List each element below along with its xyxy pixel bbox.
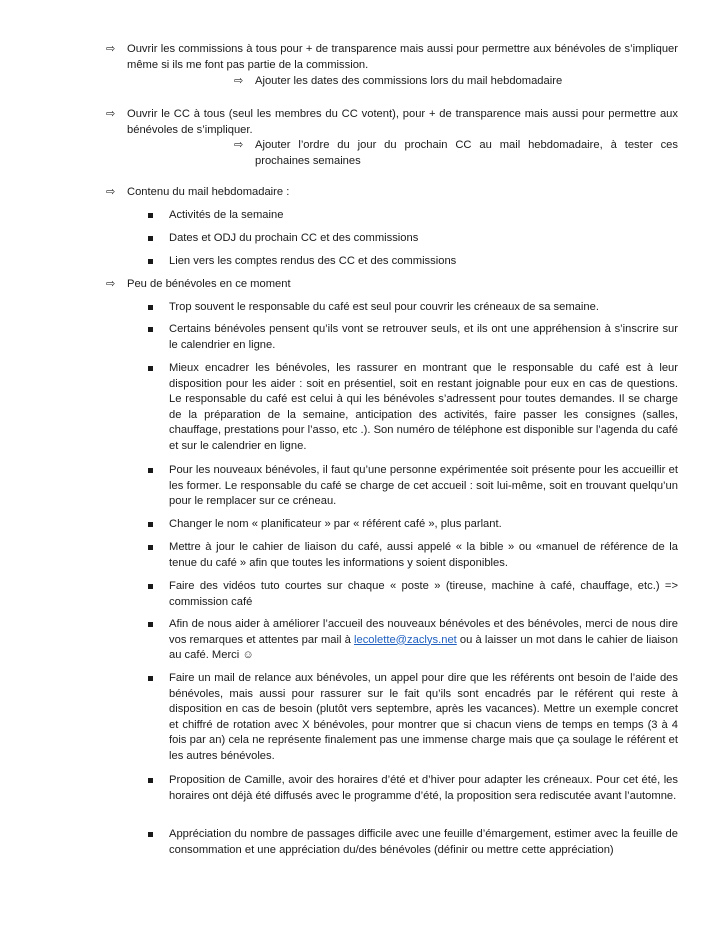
arrow-item-cc (106, 107, 678, 138)
bullet-item (148, 517, 678, 533)
item-text: Pour les nouveaux bénévoles, il faut qu’une personne expérimentée soit présente pour les accueillir et les former. Le responsable du café se charge de cet accueil : soit lui-même, soit en trouvant quelqu’un pour le remplacer sur ce créneau. (169, 464, 678, 508)
item-text: Peu de bénévoles en ce moment (127, 278, 291, 290)
right-arrow-icon: ⇨ (106, 43, 116, 55)
bullet-item (148, 208, 678, 224)
bullet-item (148, 773, 678, 804)
square-bullet-icon (148, 832, 153, 837)
sub-arrow-item-commissions (234, 74, 678, 90)
bullet-item (148, 579, 678, 610)
bullet-item (148, 617, 678, 664)
square-bullet-icon (148, 545, 153, 550)
item-text: Faire un mail de relance aux bénévoles, un appel pour dire que les référents ont besoin de l’aide des bénévoles, mais aussi pour rassurer sur le fait qu’ils sont encadrés par le référent qui reste à disposition en cas de besoin (plutôt vers septembre, après les vacances). Mettre un exemple concret et chiffré de rotation avec X bénévoles, pour montrer que si chacun viens de temps en temps (3 à 4 fois par an) cela ne représente finalement pas une immense charge mais que ça soulage le référent et les autres bénévoles. (169, 672, 678, 762)
bullet-item (148, 671, 678, 765)
square-bullet-icon (148, 584, 153, 589)
bullet-item (148, 361, 678, 455)
right-arrow-icon: ⇨ (234, 75, 244, 87)
item-text: Certains bénévoles pensent qu’ils vont se retrouver seuls, et ils ont une appréhension à s’inscrire sur le calendrier en ligne. (169, 323, 678, 351)
bullet-item (148, 827, 678, 858)
item-text: Trop souvent le responsable du café est seul pour couvrir les créneaux de sa semaine. (169, 301, 599, 313)
arrow-item-mail-content (106, 185, 678, 201)
square-bullet-icon (148, 622, 153, 627)
bullet-item (148, 231, 678, 247)
bullet-item (148, 463, 678, 510)
square-bullet-icon (148, 778, 153, 783)
item-text: Ouvrir le CC à tous (seul les membres du CC votent), pour + de transparence mais aussi pour permettre aux bénévoles de s’impliquer. (127, 108, 678, 136)
bullet-item (148, 254, 678, 270)
square-bullet-icon (148, 522, 153, 527)
item-text-pre: Afin de nous aider à améliorer l’accueil des nouveaux bénévoles et des bénévoles, merci de nous dire vos remarques et attentes par mail à (169, 618, 678, 646)
item-text: Lien vers les comptes rendus des CC et des commissions (169, 255, 457, 267)
square-bullet-icon (148, 366, 153, 371)
item-text: Mieux encadrer les bénévoles, les rassurer en montrant que le responsable du café est à leur disposition pour les aider : soit en présentiel, soit en restant joignable pour eux en cas de questions. Le responsable du café est celui à qui les bénévoles s’adressent pour toutes demandes. Il se charge de la préparation de la semaine, anticipation des activités, faire passer les consignes (salles, chauffage, prestations pour l’asso, etc .). Son numéro de téléphone est disponible sur l’agenda du café et sur le calendrier en ligne. (169, 362, 678, 452)
square-bullet-icon (148, 676, 153, 681)
item-text: Faire des vidéos tuto courtes sur chaque « poste » (tireuse, machine à café, chauffage, etc.) => commission café (169, 580, 678, 608)
item-text: Contenu du mail hebdomadaire : (127, 186, 290, 198)
square-bullet-icon (148, 327, 153, 332)
item-text: Mettre à jour le cahier de liaison du café, aussi appelé « la bible » ou «manuel de référence de la tenue du café » afin que toutes les informations y soient disponibles. (169, 541, 678, 569)
item-text: Ajouter l’ordre du jour du prochain CC au mail hebdomadaire, à tester ces prochaines semaines (255, 139, 678, 167)
square-bullet-icon (148, 236, 153, 241)
item-text: Appréciation du nombre de passages difficile avec une feuille d’émargement, estimer avec la feuille de consommation et une appréciation du/des bénévoles (définir ou mettre cette appréciation) (169, 828, 678, 856)
item-text: Changer le nom « planificateur » par « référent café », plus parlant. (169, 518, 502, 530)
bullet-item (148, 300, 678, 316)
item-text: Activités de la semaine (169, 209, 284, 221)
square-bullet-icon (148, 213, 153, 218)
right-arrow-icon: ⇨ (106, 108, 116, 120)
item-text: Dates et ODJ du prochain CC et des commissions (169, 232, 419, 244)
square-bullet-icon (148, 305, 153, 310)
square-bullet-icon (148, 259, 153, 264)
bullet-item (148, 540, 678, 571)
right-arrow-icon: ⇨ (106, 186, 116, 198)
square-bullet-icon (148, 468, 153, 473)
item-text: Proposition de Camille, avoir des horaires d’été et d’hiver pour adapter les créneaux. Pour cet été, les horaires ont déjà été diffusés avec le programme d’été, la proposition sera rediscutée avant l’automne. (169, 774, 678, 802)
item-text-post: ou à laisser un mot dans le cahier de liaison au café. Merci ☺ (169, 633, 678, 662)
sub-arrow-item-cc (234, 138, 678, 169)
email-link[interactable]: lecolette@zaclys.net (354, 633, 457, 646)
arrow-item-few-volunteers (106, 277, 678, 293)
item-text (169, 617, 678, 664)
item-text: Ajouter les dates des commissions lors du mail hebdomadaire (255, 75, 563, 87)
right-arrow-icon: ⇨ (106, 278, 116, 290)
arrow-item-commissions (106, 42, 678, 73)
item-text: Ouvrir les commissions à tous pour + de transparence mais aussi pour permettre aux bénévoles de s’impliquer même si ils me font pas partie de la commission. (127, 43, 678, 71)
bullet-item (148, 322, 678, 353)
right-arrow-icon: ⇨ (234, 139, 244, 151)
